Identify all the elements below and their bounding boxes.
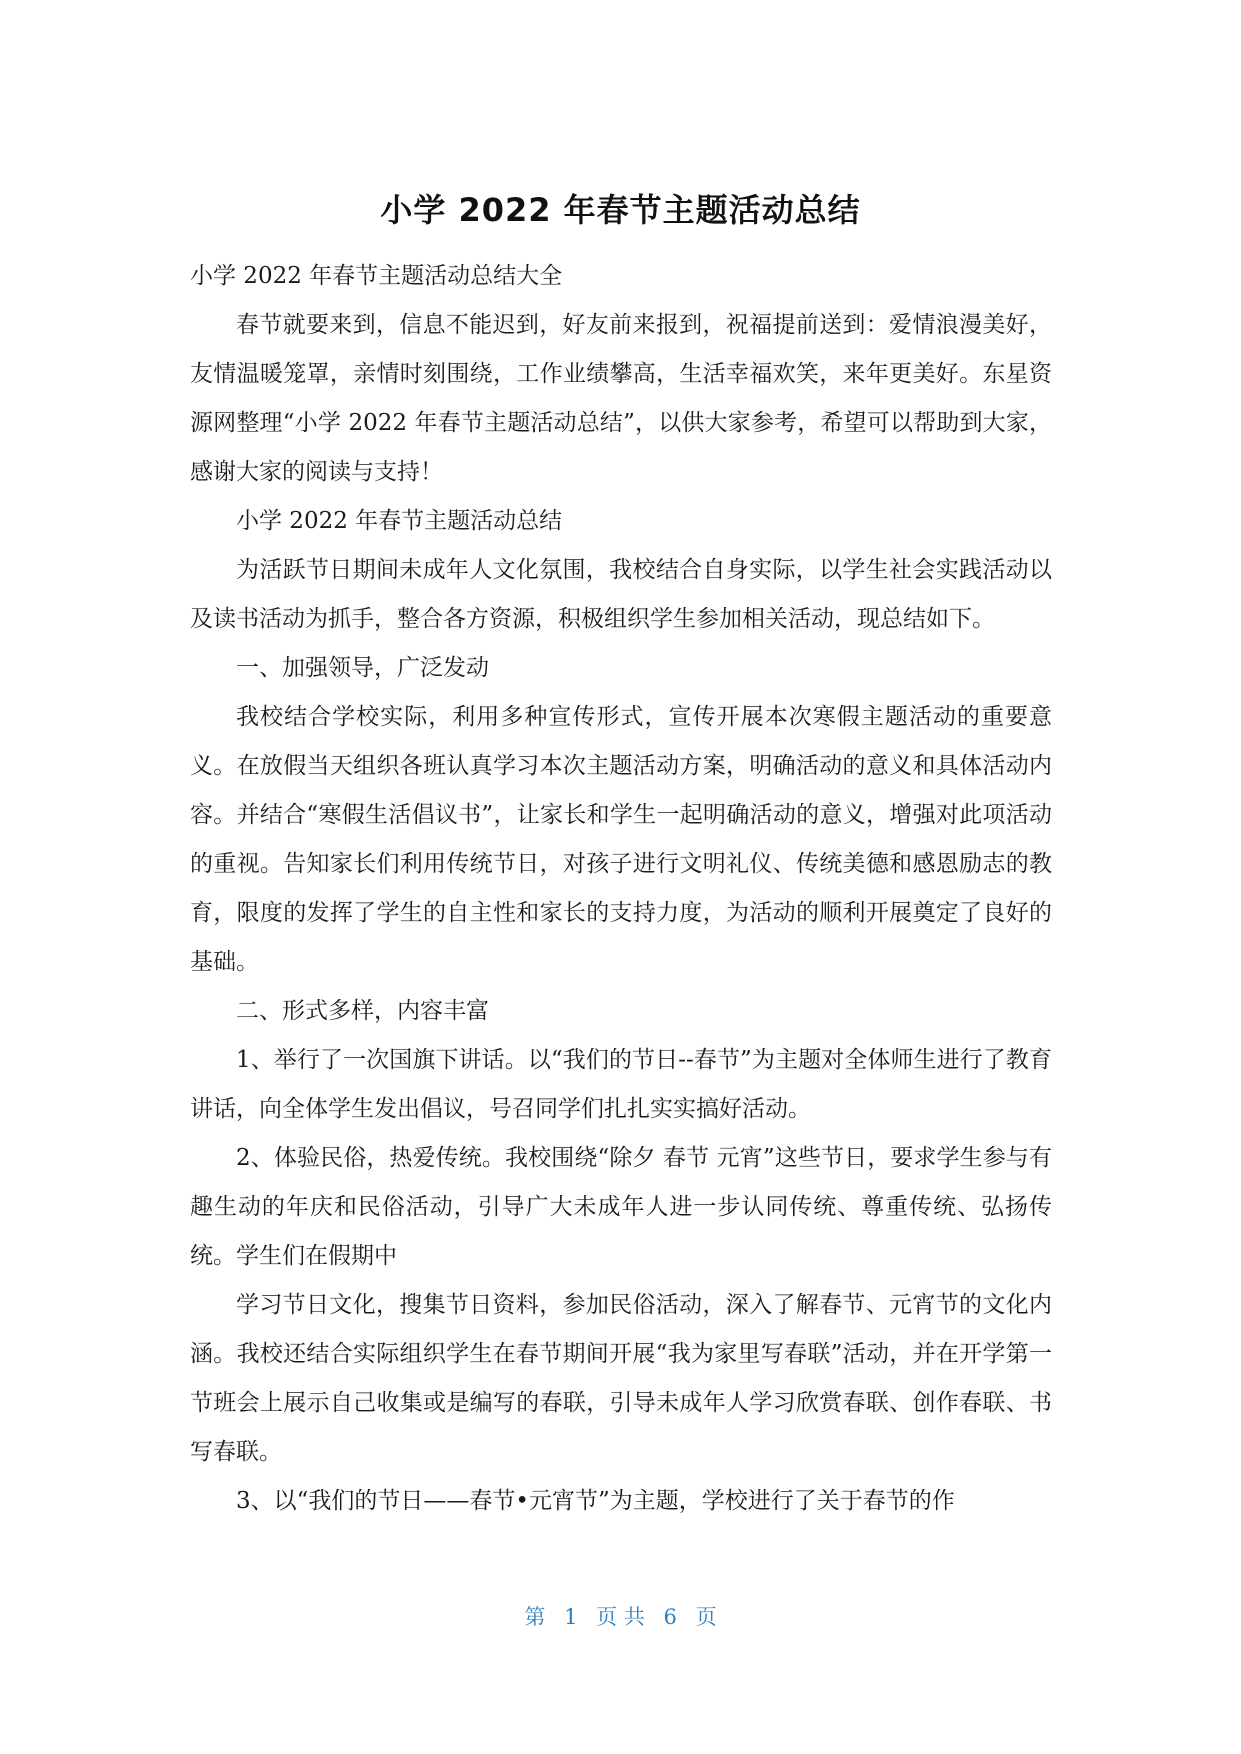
section-heading: 二、形式多样，内容丰富	[236, 998, 489, 1024]
paragraph: 春节就要来到，信息不能迟到，好友前来报到，祝福提前送到：爱情浪漫美好，友情温暖笼罩，亲情时刻围绕，工作业绩攀高，生活幸福欢笑，来年更美好。东星资源网整理“小学 2022 年春节主题活动总结”，以供大家参考，希望可以帮助到大家，感谢大家的阅读与支持！	[190, 312, 1052, 485]
paragraph: 我校结合学校实际，利用多种宣传形式，宣传开展本次寒假主题活动的重要意义。在放假当天组织各班认真学习本次主题活动方案，明确活动的意义和具体活动内容。并结合“寒假生活倡议书”，让家长和学生一起明确活动的意义，增强对此项活动的重视。告知家长们利用传统节日，对孩子进行文明礼仪、传统美德和感恩励志的教育，限度的发挥了学生的自主性和家长的支持力度，为活动的顺利开展奠定了良好的基础。	[190, 704, 1052, 975]
document-body	[190, 252, 1052, 1526]
footer-of-label: 页 共	[596, 1605, 645, 1629]
footer-page-label: 第	[524, 1605, 546, 1629]
paragraph: 小学 2022 年春节主题活动总结	[236, 508, 563, 534]
document-title: 小学 2022 年春节主题活动总结	[380, 191, 861, 229]
page-footer	[0, 1602, 1241, 1632]
section-heading: 一、加强领导，广泛发动	[236, 655, 489, 681]
footer-current-page: 1	[564, 1605, 578, 1629]
footer-pages-label: 页	[695, 1605, 717, 1629]
paragraph: 1、举行了一次国旗下讲话。以“我们的节日--春节”为主题对全体师生进行了教育讲话，向全体学生发出倡议，号召同学们扎扎实实搞好活动。	[190, 1047, 1052, 1122]
paragraph: 3、以“我们的节日——春节•元宵节”为主题，学校进行了关于春节的作	[236, 1488, 955, 1514]
footer-total-pages: 6	[663, 1605, 677, 1629]
paragraph: 2、体验民俗，热爱传统。我校围绕“除夕 春节 元宵”这些节日，要求学生参与有趣生动的年庆和民俗活动，引导广大未成年人进一步认同传统、尊重传统、弘扬传统。学生们在假期中	[190, 1145, 1052, 1269]
paragraph: 学习节日文化，搜集节日资料，参加民俗活动，深入了解春节、元宵节的文化内涵。我校还结合实际组织学生在春节期间开展“我为家里写春联”活动，并在开学第一节班会上展示自己收集或是编写的春联，引导未成年人学习欣赏春联、创作春联、书写春联。	[190, 1292, 1052, 1465]
paragraph: 为活跃节日期间未成年人文化氛围，我校结合自身实际，以学生社会实践活动以及读书活动为抓手，整合各方资源，积极组织学生参加相关活动，现总结如下。	[190, 557, 1052, 632]
paragraph: 小学 2022 年春节主题活动总结大全	[190, 263, 563, 289]
